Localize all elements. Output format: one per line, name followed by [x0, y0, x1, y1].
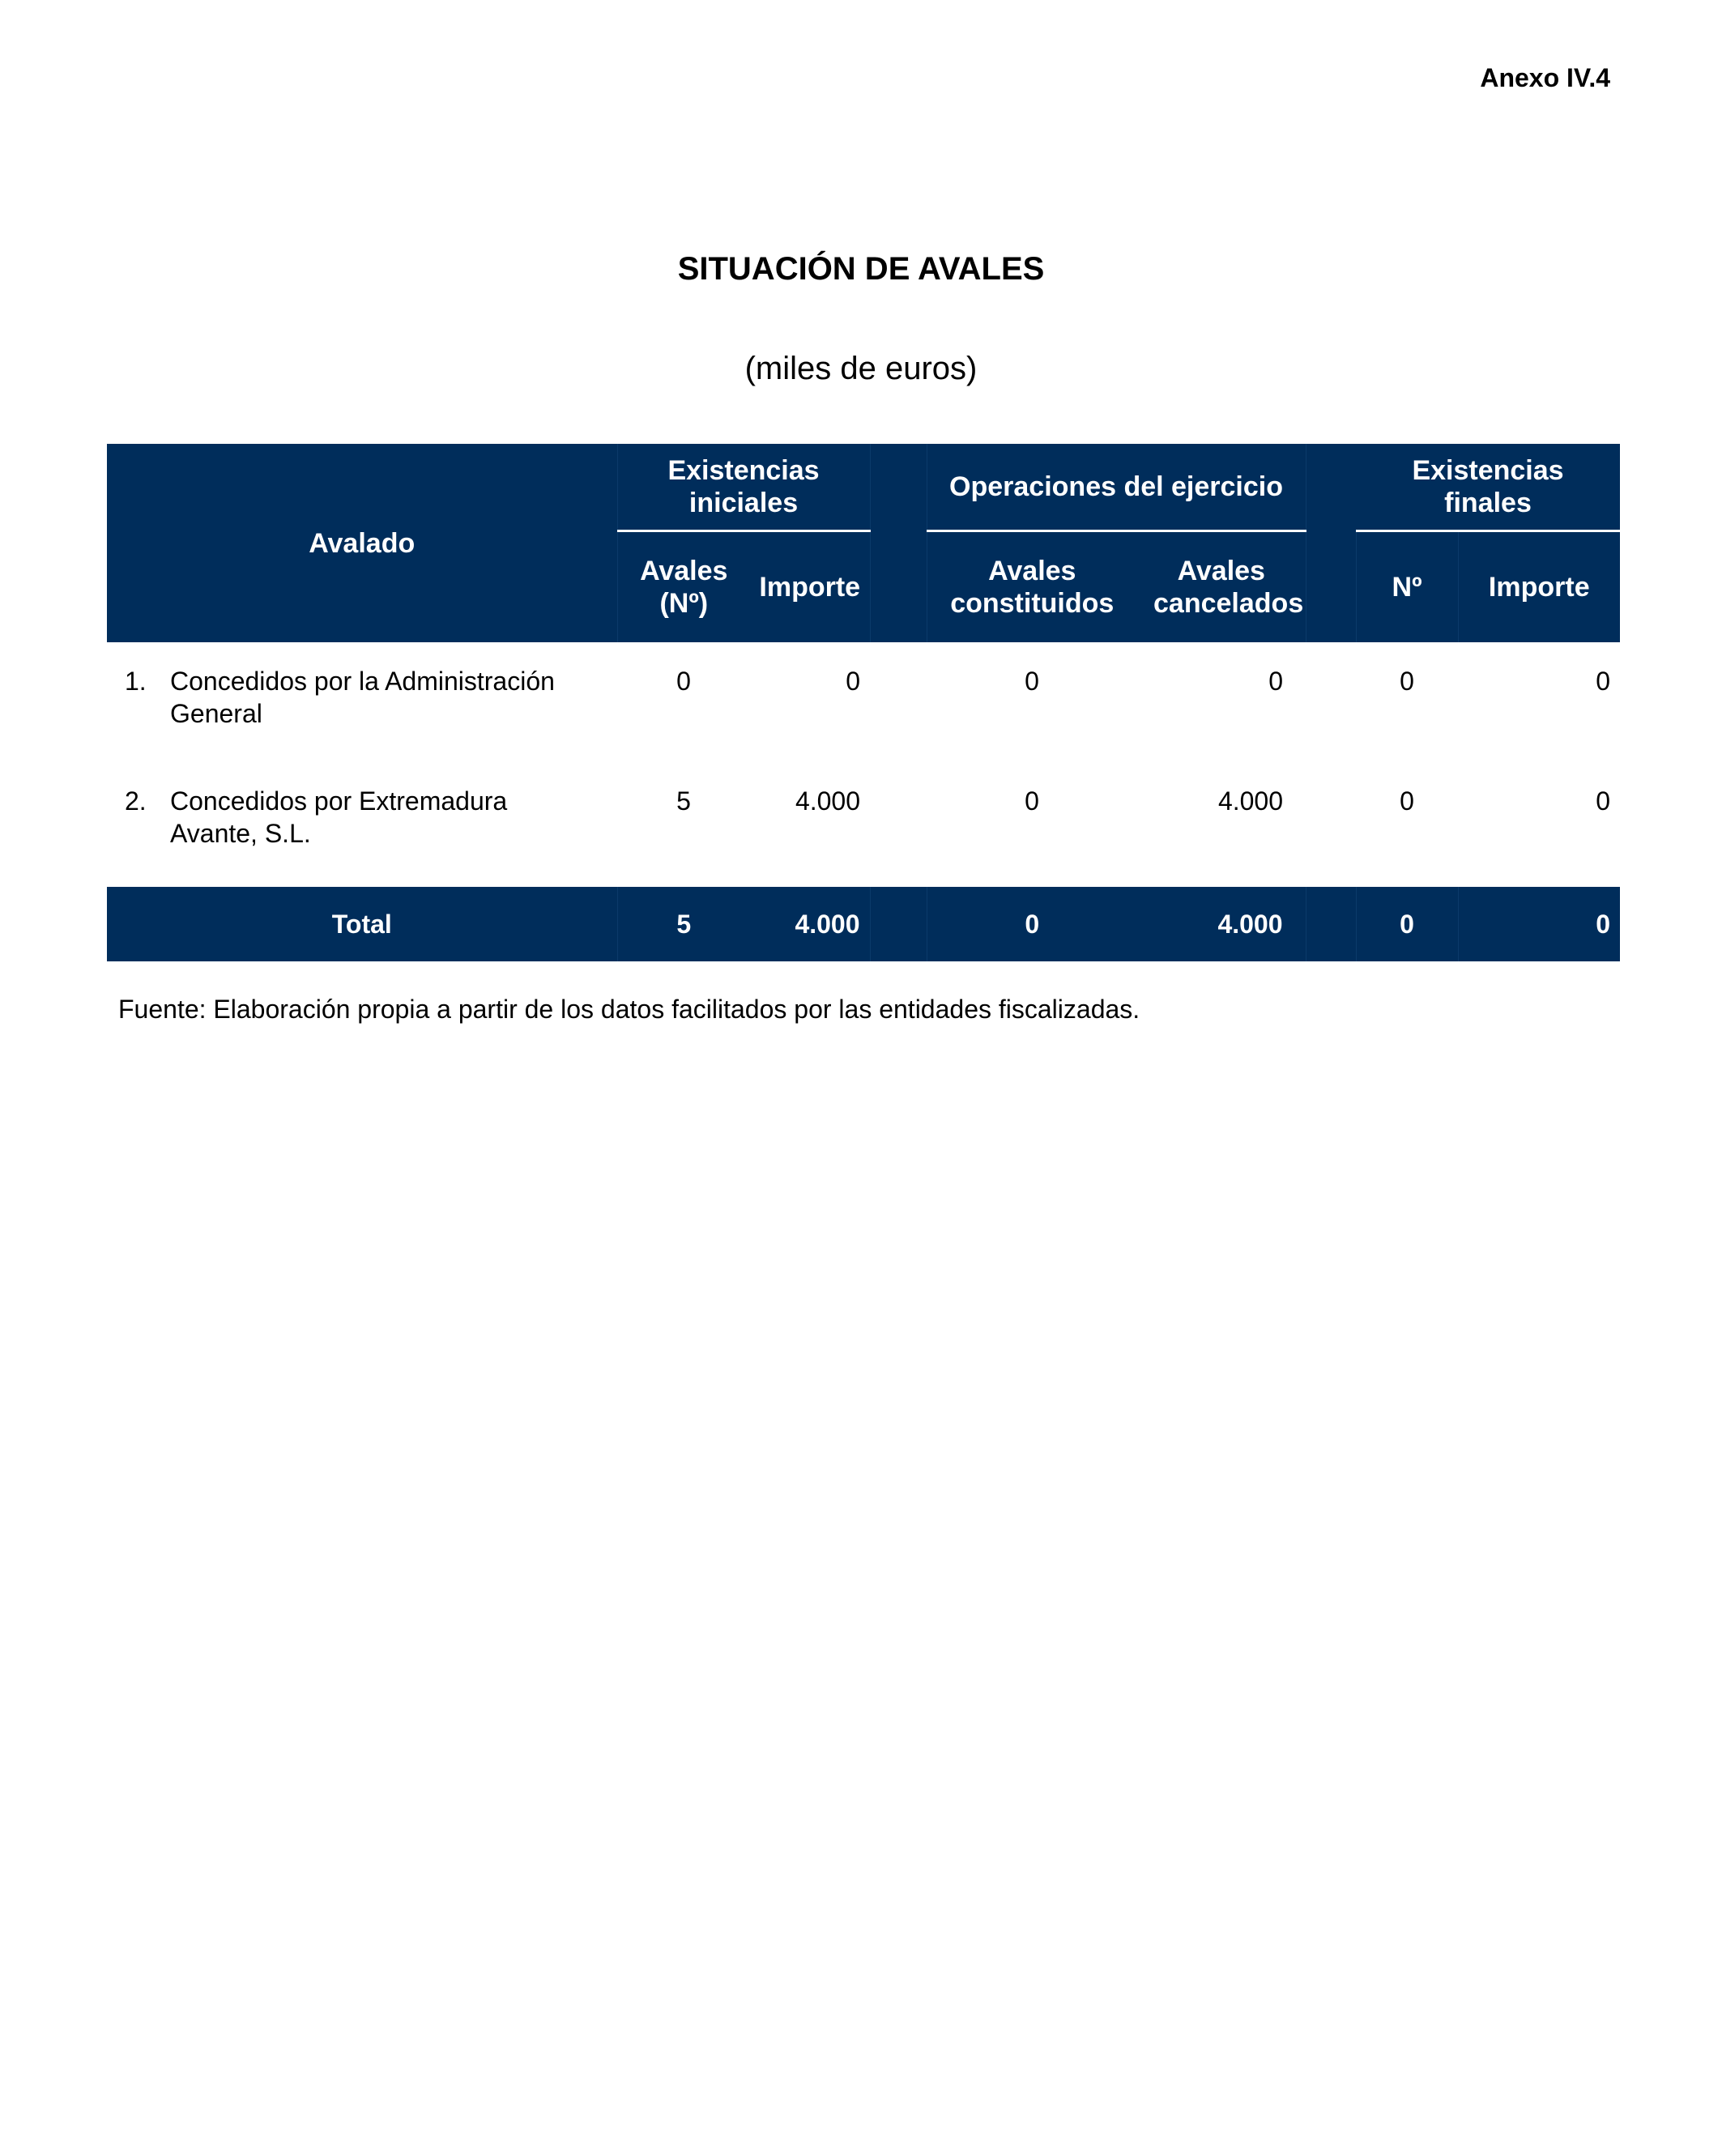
table-row	[107, 762, 1620, 887]
page-subtitle: (miles de euros)	[744, 351, 978, 386]
header-importe-final: Importe	[1458, 531, 1620, 643]
cell-constituidos: 0	[1025, 667, 1039, 696]
table-row	[107, 642, 1620, 762]
header-spacer	[1306, 444, 1356, 531]
row-number: 1.	[125, 667, 147, 696]
row-name: Concedidos por Extremadura Avante, S.L.	[170, 786, 508, 848]
total-final-importe: 0	[1458, 887, 1620, 961]
header-spacer	[870, 531, 927, 643]
header-spacer	[870, 444, 927, 531]
header-avales-cancelados: Avales cancelados	[1137, 531, 1306, 643]
total-final-n: 0	[1356, 887, 1458, 961]
total-row	[107, 887, 1620, 961]
header-importe: Importe	[750, 531, 870, 643]
cell-final-n: 0	[1400, 667, 1414, 696]
total-cancelados: 4.000	[1137, 887, 1306, 961]
cell-final-importe: 0	[1596, 786, 1611, 816]
header-avalado: Avalado	[107, 444, 617, 642]
header-operaciones: Operaciones del ejercicio	[927, 444, 1306, 531]
cell-avales-n: 5	[676, 786, 691, 816]
total-constituidos: 0	[927, 887, 1137, 961]
row-name: Concedidos por la Administración General	[170, 667, 555, 728]
cell-importe: 4.000	[795, 786, 861, 816]
total-avales-n: 5	[617, 887, 750, 961]
annex-label: Anexo IV.4	[1480, 63, 1610, 92]
header-avales-n: Avales (Nº)	[617, 531, 750, 643]
cell-cancelados: 4.000	[1217, 786, 1284, 816]
cell-constituidos: 0	[1025, 786, 1039, 816]
header-spacer	[1306, 531, 1356, 643]
header-row-1	[107, 444, 1620, 531]
row-number: 2.	[125, 786, 147, 816]
header-n: Nº	[1356, 531, 1458, 643]
cell-importe: 0	[846, 667, 861, 696]
avales-table	[107, 444, 1620, 961]
header-avales-constituidos: Avales constituidos	[927, 531, 1137, 643]
cell-avales-n: 0	[676, 667, 691, 696]
source-footnote: Fuente: Elaboración propia a partir de los datos facilitados por las entidades fiscalizadas.	[118, 995, 1140, 1024]
header-existencias-finales: Existencias finales	[1356, 444, 1620, 531]
total-label: Total	[107, 887, 617, 961]
total-importe: 4.000	[750, 887, 870, 961]
cell-cancelados: 0	[1268, 667, 1284, 696]
header-existencias-iniciales: Existencias iniciales	[617, 444, 870, 531]
cell-final-n: 0	[1400, 786, 1414, 816]
page-title: SITUACIÓN DE AVALES	[677, 251, 1045, 287]
cell-final-importe: 0	[1596, 667, 1611, 696]
